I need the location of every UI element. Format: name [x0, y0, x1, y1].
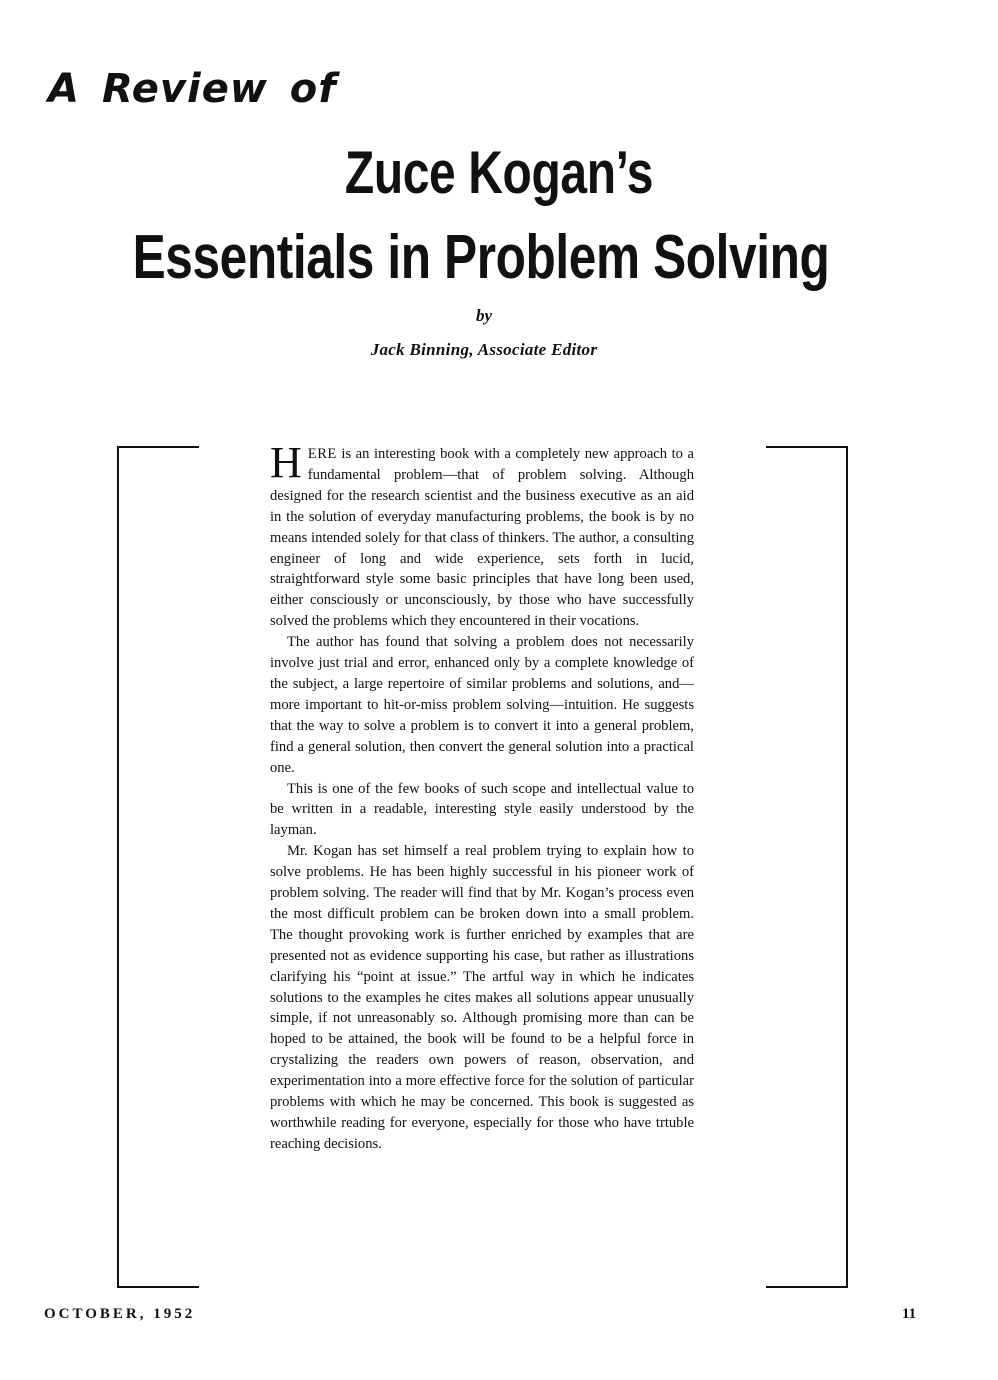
kicker-word: A [48, 66, 80, 112]
left-bracket-rule [117, 446, 199, 1288]
kicker-word: of [289, 66, 337, 112]
review-kicker [48, 66, 359, 112]
article-paragraph [270, 438, 694, 632]
title-line-1: Zuce Kogan’s [344, 139, 654, 206]
article-paragraph: The author has found that solving a problem does not necessarily involve just trial and error, enhanced only by a complete knowledge of the subject, a large repertoire of similar problems and solutions, and—more important to hit-or-miss problem solving—intuition. He suggests that the way to solve a problem is to convert it into a general problem, find a general solution, then convert the general solution into a practical one. [270, 634, 694, 776]
article-body [270, 438, 694, 1155]
article-paragraph: Mr. Kogan has set himself a real problem trying to explain how to solve problems. He has been highly successful in his pioneer work of problem solving. The reader will find that by Mr. Kogan’s process even the most difficult problem can be broken down into a small problem. The thought provoking work is further enriched by examples that are presented not as evidence supporting his case, but rather as illustrations clarifying his “point at issue.” The artful way in which he indicates solutions to the examples he cites makes all solutions appear unusually simple, if not unreasonably so. Although promising more than can be hoped to be attained, the book will be found to be a helpful force in crystalizing the readers own powers of reason, observation, and experimentation into a more effective force for the solution of particular problems with which he may be concerned. This book is suggested as worthwhile reading for everyone, especially for those who have trtuble reaching decisions. [270, 843, 694, 1152]
page-number: 11 [902, 1306, 917, 1322]
issue-date: OCTOBER, 1952 [44, 1306, 196, 1322]
drop-cap: H [270, 438, 302, 487]
article-paragraph: This is one of the few books of such scope and intellectual value to be written in a readable, interesting style easily understood by the layman. [270, 780, 694, 839]
right-bracket-rule [766, 446, 848, 1288]
paragraph-text: is an interesting book with a completely new approach to a fundamental problem—that of problem solving. Although designed for the research scientist and the business executive as an aid in the solution of everyday manufacturing problems, the book is by no means intended solely for that class of thinkers. The author, a consulting engineer of long and wide experience, sets forth in lucid, straightforward style some basic principles that have long been used, either consciously or unconsciously, by those who have successfully solved the problems which they encountered in their vocations. [270, 446, 694, 630]
lead-caps: ERE [307, 446, 337, 462]
kicker-word: Review [101, 66, 268, 112]
author-byline: Jack Binning, Associate Editor [370, 340, 598, 359]
by-label: by [475, 306, 493, 325]
title-line-2: Essentials in Problem Solving [132, 223, 830, 292]
